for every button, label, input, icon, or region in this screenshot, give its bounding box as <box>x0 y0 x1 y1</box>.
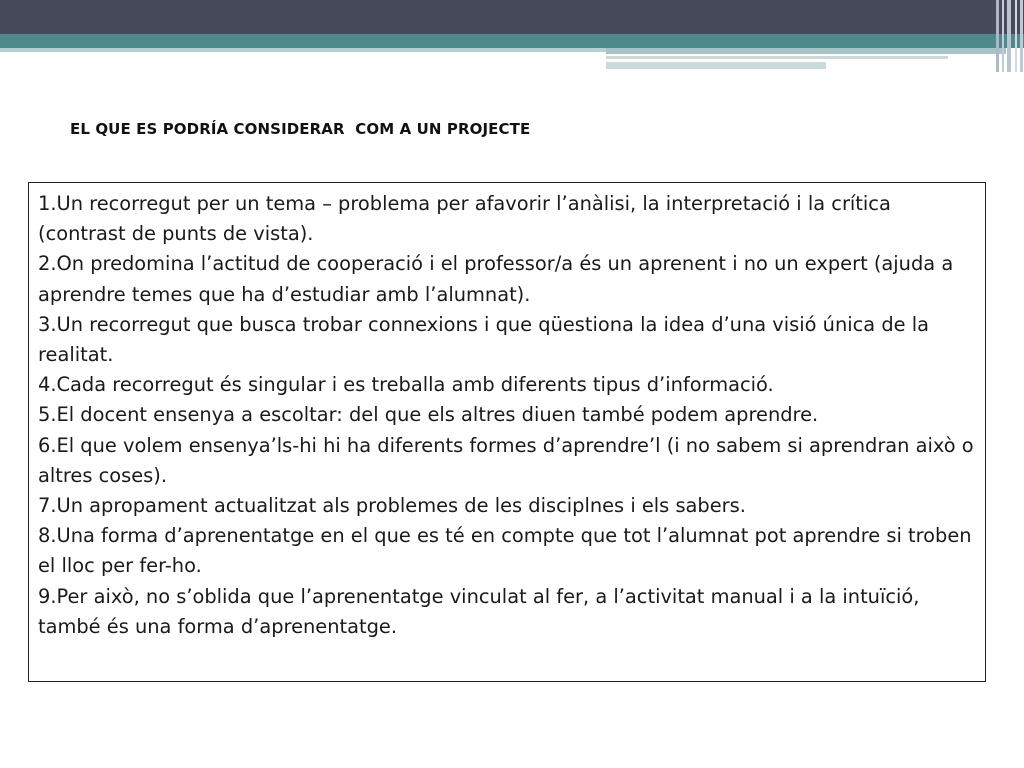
header-accent-line <box>606 48 1006 54</box>
content-box <box>28 182 986 682</box>
list-item: 6.El que volem ensenya’ls-hi hi ha diferents formes d’aprendre’l (i no sabem si aprendran això o altres coses). <box>38 433 974 487</box>
list-item: 8.Una forma d’aprenentatge en el que es té en compte que tot l’alumnat pot aprendre si troben el lloc per fer-ho. <box>38 524 972 578</box>
header-accent-line <box>606 56 948 59</box>
header-accent-line <box>606 62 826 69</box>
vertical-stripe <box>1020 0 1023 72</box>
list-item: 2.On predomina l’actitud de cooperació i el professor/a és un aprenent i no un expert (ajuda a aprendre temes que ha d’estudiar amb l’alumnat). <box>38 252 954 306</box>
vertical-stripe <box>1002 0 1004 72</box>
vertical-stripe <box>996 0 999 72</box>
slide-title: EL QUE ES PODRÍA CONSIDERAR COM A UN PROJECTE <box>70 120 531 138</box>
list-item: 3.Un recorregut que busca trobar connexions i que qüestiona la idea d’una visió única de la realitat. <box>38 312 930 367</box>
header-dark-bar <box>0 0 1024 34</box>
vertical-stripe <box>1007 0 1011 72</box>
list-item: 1.Un recorregut per un tema – problema per afavorir l’anàlisi, la interpretació i la crítica (contrast de punts de vista). <box>38 192 891 246</box>
list-item: 5.El docent ensenya a escoltar: del que els altres diuen també podem aprendre. <box>38 403 819 427</box>
list-item: 7.Un apropament actualitzat als problemes de les disciplnes i els sabers. <box>38 494 746 518</box>
header-teal-bar <box>0 34 1024 48</box>
list-item: 9.Per això, no s’oblida que l’aprenentatge vinculat al fer, a l’activitat manual i a la intuïció, també és una forma d’aprenentatge. <box>38 584 920 638</box>
vertical-stripe <box>1015 0 1017 72</box>
header-light-strip <box>0 48 608 52</box>
header-vertical-stripes <box>994 0 1024 72</box>
list-item: 4.Cada recorregut és singular i es treballa amb diferents tipus d’informació. <box>38 373 774 397</box>
